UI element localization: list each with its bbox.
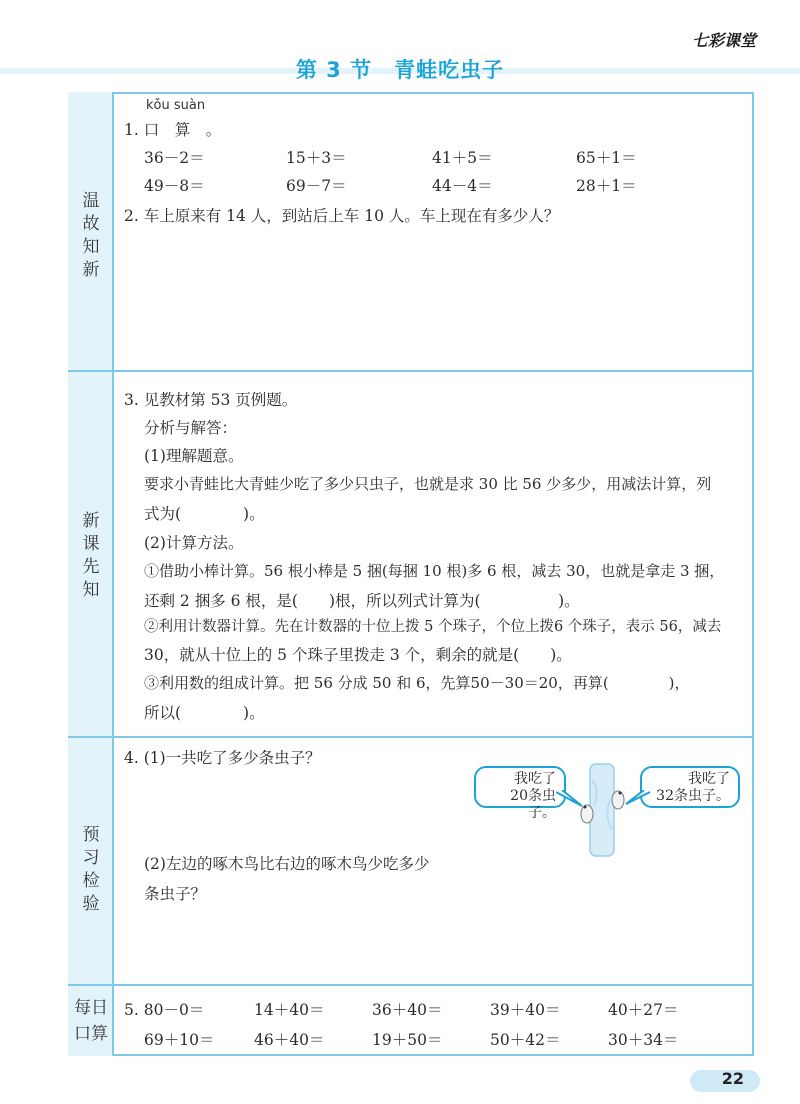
- section-preview-check-band: [68, 738, 114, 986]
- question-2: 2. 车上原来有 14 人，到站后上车 10 人。车上现在有多少人？: [124, 207, 560, 225]
- bubble-tail-left: [556, 790, 586, 810]
- question-1-label: 1. 口 算 。: [124, 121, 222, 139]
- arithmetic-item: 28＋1＝: [576, 177, 637, 195]
- question-3-line: (2)计算方法。: [144, 534, 244, 552]
- page-title: 第 3 节 青蛙吃虫子: [295, 58, 505, 82]
- tree-woodpecker-illustration: [560, 760, 640, 860]
- question-3-line: ②利用计数器计算。先在计数器的十位上拨 5 个珠子，个位上拨6 个珠子，表示 56，减去: [144, 619, 722, 635]
- speech-bubble-right: [640, 766, 740, 808]
- question-3-line: ①借助小棒计算。56 根小棒是 5 捆(每捆 10 根)多 6 根，减去 30，也就是拿走 3 捆，: [144, 562, 725, 580]
- bubble-text: 我吃了: [688, 771, 730, 787]
- section-daily-band: [68, 986, 114, 1056]
- section-daily-label: 每日口算: [74, 998, 108, 1044]
- speech-bubble-left: [474, 766, 566, 821]
- question-3-line: 所以( )。: [144, 704, 265, 722]
- daily-arithmetic-item: 40＋27＝: [608, 1001, 679, 1019]
- section-new-lesson-label: 新课先知: [82, 511, 100, 600]
- arithmetic-item: 44－4＝: [432, 177, 493, 195]
- brand-logo: 七彩课堂: [691, 31, 756, 50]
- bubble-text: 20条虫子。: [510, 788, 556, 821]
- daily-arithmetic-item: 50＋42＝: [490, 1031, 561, 1049]
- arithmetic-item: 36－2＝: [144, 149, 205, 167]
- daily-arithmetic-item: 5. 80－0＝: [124, 1001, 205, 1019]
- question-3-line: 3. 见教材第 53 页例题。: [124, 391, 298, 409]
- arithmetic-item: 41＋5＝: [432, 149, 493, 167]
- pinyin-annotation: kǒu suàn: [146, 98, 206, 113]
- bubble-text: 32条虫子。: [656, 788, 730, 804]
- question-3-line: 30，就从十位上的 5 个珠子里拨走 3 个，剩余的就是( )。: [144, 646, 572, 664]
- section-review-band: [68, 92, 114, 372]
- question-4-part-2-cont: 条虫子？: [144, 885, 207, 903]
- bubble-text: 我吃了: [514, 771, 556, 787]
- daily-arithmetic-item: 19＋50＝: [372, 1031, 443, 1049]
- question-3-line: ③利用数的组成计算。把 56 分成 50 和 6，先算50－30＝20，再算( )，: [144, 674, 690, 692]
- daily-arithmetic-item: 30＋34＝: [608, 1031, 679, 1049]
- section-preview-check-label: 预习检验: [82, 825, 100, 914]
- bubble-tail-right: [622, 790, 652, 810]
- divider: [68, 984, 754, 986]
- daily-arithmetic-item: 14＋40＝: [254, 1001, 325, 1019]
- section-new-lesson-band: [68, 372, 114, 738]
- question-4-part-1: 4. (1)一共吃了多少条虫子？: [124, 749, 321, 767]
- daily-arithmetic-item: 39＋40＝: [490, 1001, 561, 1019]
- daily-arithmetic-item: 69＋10＝: [144, 1031, 215, 1049]
- arithmetic-item: 69－7＝: [286, 177, 347, 195]
- question-3-line: 还剩 2 捆多 6 根，是( )根，所以列式计算为( )。: [144, 592, 580, 610]
- arithmetic-item: 49－8＝: [144, 177, 205, 195]
- question-3-line: 分析与解答：: [144, 419, 238, 437]
- arithmetic-item: 15＋3＝: [286, 149, 347, 167]
- arithmetic-item: 65＋1＝: [576, 149, 637, 167]
- page-number: 22: [721, 1069, 744, 1088]
- daily-arithmetic-item: 36＋40＝: [372, 1001, 443, 1019]
- question-3-line: 要求小青蛙比大青蛙少吃了多少只虫子，也就是求 30 比 56 少多少，用减法计算，列: [144, 475, 712, 493]
- question-3-line: (1)理解题意。: [144, 447, 244, 465]
- divider: [68, 370, 754, 372]
- daily-arithmetic-item: 46＋40＝: [254, 1031, 325, 1049]
- question-3-line: 式为( )。: [144, 505, 265, 523]
- section-review-label: 温故知新: [82, 191, 100, 280]
- divider: [68, 736, 754, 738]
- question-4-part-2: (2)左边的啄木鸟比右边的啄木鸟少吃多少: [144, 855, 430, 873]
